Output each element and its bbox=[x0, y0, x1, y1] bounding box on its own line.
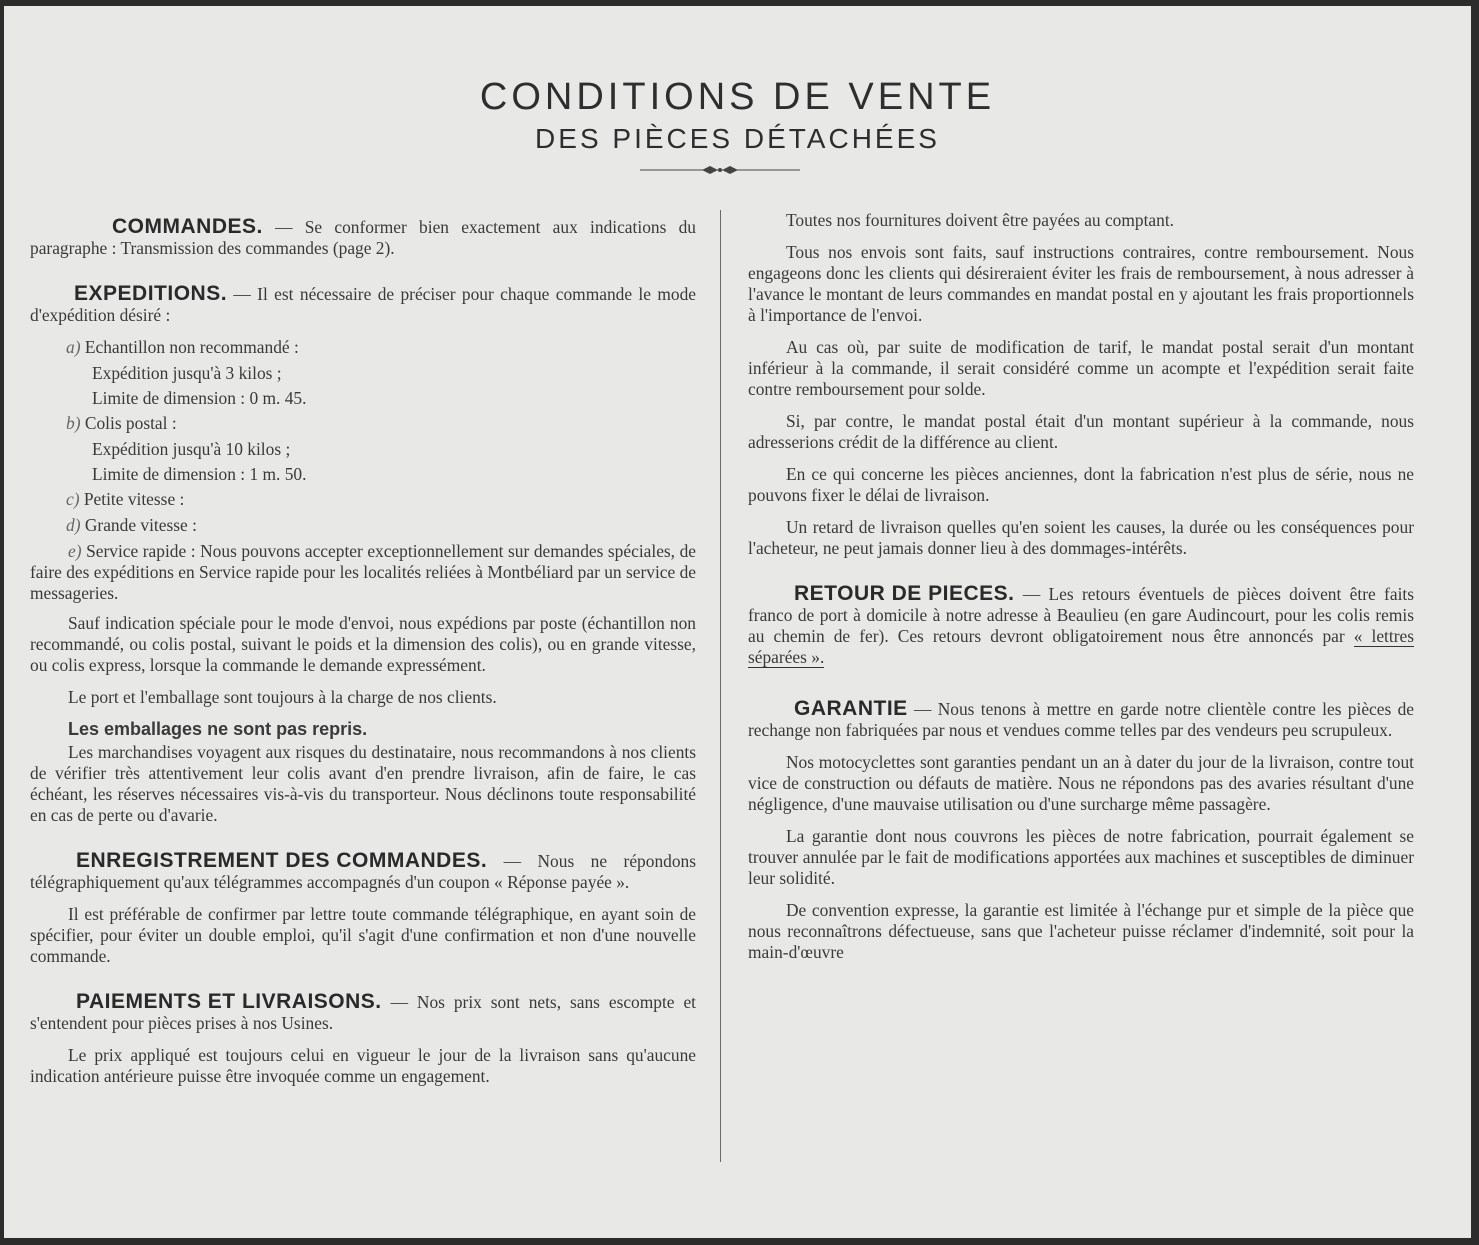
commandes-paragraph bbox=[30, 216, 696, 259]
option-a-label: Echantillon non recommandé : bbox=[84, 337, 299, 357]
sauf-paragraph: Sauf indication spéciale pour le mode d'envoi, nous expédions par poste (échantillon non recommandé, ou colis postal, suivant le poids et la dimension des colis), ou en grande vitesse, ou colis express, lorsque la commande le demande expressément. bbox=[30, 613, 696, 675]
motocyclettes-paragraph: Nos motocyclettes sont garanties pendant un an à dater du jour de la livraison, contre tout vice de construction ou défauts de matière. Nous ne répondons pas des avaries résultant d'une négligence, d'une mauvaise utilisation ou d'une surcharge même passagère. bbox=[748, 752, 1414, 814]
paiements-text: — Nos prix sont nets, sans escompte et s'entendent pour pièces prises à nos Usines. bbox=[30, 992, 696, 1033]
column-divider bbox=[720, 210, 721, 1162]
commandes-text: — Se conformer bien exactement aux indications du paragraphe : Transmission des commandes (page 2). bbox=[30, 217, 696, 258]
option-e bbox=[30, 541, 696, 604]
prix-paragraph: Le prix appliqué est toujours celui en vigueur le jour de la livraison sans qu'aucune indication antérieure puisse être invoquée comme un engagement. bbox=[30, 1045, 696, 1086]
commandes-heading: COMMANDES. bbox=[112, 215, 263, 238]
garantie-heading: GARANTIE bbox=[794, 697, 908, 720]
option-b-line1: Expédition jusqu'à 10 kilos ; bbox=[92, 439, 291, 459]
option-c bbox=[30, 489, 696, 510]
option-e-label: Service rapide : Nous pouvons accepter exceptionnellement sur demandes spéciales, de faire des expéditions en Service rapide pour les localités reliées à Montbéliard par un service de messageries. bbox=[30, 541, 696, 603]
fabrication-paragraph: La garantie dont nous couvrons les pièces de notre fabrication, pourrait également se trouver annulée par le fait de modifications apportées aux machines et susceptibles de diminuer leur solidité. bbox=[748, 826, 1414, 888]
option-a-line1: Expédition jusqu'à 3 kilos ; bbox=[92, 363, 282, 383]
port-paragraph: Le port et l'emballage sont toujours à la charge de nos clients. bbox=[68, 687, 497, 707]
option-d-letter: d) bbox=[66, 515, 81, 535]
expeditions-text: — Il est nécessaire de préciser pour chaque commande le mode d'expédition désiré : bbox=[30, 284, 696, 325]
left-column bbox=[30, 210, 696, 1098]
page bbox=[4, 6, 1471, 1238]
title-block bbox=[4, 76, 1471, 155]
option-c-label: Petite vitesse : bbox=[83, 489, 185, 509]
retour-paragraph bbox=[748, 583, 1414, 668]
option-a bbox=[30, 337, 696, 358]
enregistrement-heading: ENREGISTREMENT DES COMMANDES. bbox=[76, 849, 488, 872]
option-a-line2: Limite de dimension : 0 m. 45. bbox=[92, 388, 307, 408]
expeditions-paragraph bbox=[30, 283, 696, 326]
option-b bbox=[30, 413, 696, 434]
ornament-divider bbox=[640, 164, 800, 176]
option-b-letter: b) bbox=[66, 413, 81, 433]
modification-paragraph: Au cas où, par suite de modification de tarif, le mandat postal serait d'un montant inférieur à la commande, il serait considéré comme un acompte et l'expédition serait faite contre remboursement pour solde. bbox=[748, 337, 1414, 399]
garantie-text: — Nous tenons à mettre en garde notre clientèle contre les pièces de rechange non fabriquées par nous et vendues comme telles par des vendeurs peu scrupuleux. bbox=[748, 699, 1414, 740]
page-title: CONDITIONS DE VENTE bbox=[479, 76, 996, 118]
marchandises-paragraph: Les marchandises voyagent aux risques du destinataire, nous recommandons à nos clients de vérifier très attentivement leur colis avant d'en prendre livraison, afin de faire, le cas échéant, les réserves nécessaires vis-à-vis du transporteur. Nous déclinons toute responsabilité en cas de perte ou d'avarie. bbox=[30, 742, 696, 825]
retard-paragraph: Un retard de livraison quelles qu'en soient les causes, la durée ou les conséquences pour l'acheteur, ne peut jamais donner lieu à des dommages-intérêts. bbox=[748, 517, 1414, 558]
preferable-paragraph: Il est préférable de confirmer par lettre toute commande télégraphique, en ayant soin de spécifier, pour éviter un double emploi, qu'il s'agit d'une confirmation et non d'une nouvelle commande. bbox=[30, 904, 696, 966]
page-subtitle: DES PIÈCES DÉTACHÉES bbox=[535, 123, 940, 154]
garantie-paragraph bbox=[748, 698, 1414, 741]
retour-lettres-separees: « lettres séparées ». bbox=[748, 626, 1414, 667]
option-c-letter: c) bbox=[66, 489, 80, 509]
option-a-letter: a) bbox=[66, 337, 81, 357]
paiements-heading: PAIEMENTS ET LIVRAISONS. bbox=[76, 990, 382, 1013]
superieur-paragraph: Si, par contre, le mandat postal était d'un montant supérieur à la commande, nous adresserions crédit de la différence au client. bbox=[748, 411, 1414, 452]
retour-text: — Les retours éventuels de pièces doivent être faits franco de port à domicile à notre adresse à Beaulieu (en gare Audincourt, pour les colis remis au chemin de fer). Ces retours devront obligatoirement nous être annoncés par bbox=[748, 584, 1414, 646]
option-b-label: Colis postal : bbox=[84, 413, 177, 433]
envois-paragraph: Tous nos envois sont faits, sauf instructions contraires, contre remboursement. Nous engageons donc les clients qui désireraient éviter les frais de remboursement, à nous adresser à l'avance le montant de leurs commandes en mandat postal en y ajoutant les frais proportionnels à l'importance de l'envoi. bbox=[748, 242, 1414, 325]
option-b-line2: Limite de dimension : 1 m. 50. bbox=[92, 464, 307, 484]
paiements-paragraph bbox=[30, 991, 696, 1034]
expeditions-heading: EXPEDITIONS. bbox=[74, 282, 228, 305]
convention-paragraph: De convention expresse, la garantie est limitée à l'échange pur et simple de la pièce que nous reconnaîtrons défectueuse, sans que l'acheteur puisse réclamer d'indemnité, soit pour la main-d'œuvre bbox=[748, 900, 1414, 962]
option-d-label: Grande vitesse : bbox=[84, 515, 197, 535]
retour-heading: RETOUR DE PIECES. bbox=[794, 582, 1015, 605]
option-e-letter: e) bbox=[68, 541, 82, 561]
anciennes-paragraph: En ce qui concerne les pièces anciennes, dont la fabrication n'est plus de série, nous ne pouvons fixer le délai de livraison. bbox=[748, 464, 1414, 505]
right-column bbox=[748, 210, 1414, 974]
option-d bbox=[30, 515, 696, 536]
enregistrement-paragraph bbox=[30, 850, 696, 893]
enregistrement-text: — Nous ne répondons télégraphiquement qu'aux télégrammes accompagnés d'un coupon « Réponse payée ». bbox=[30, 851, 696, 892]
comptant-paragraph: Toutes nos fournitures doivent être payées au comptant. bbox=[786, 210, 1175, 230]
emballages-heading: Les emballages ne sont pas repris. bbox=[68, 719, 368, 739]
